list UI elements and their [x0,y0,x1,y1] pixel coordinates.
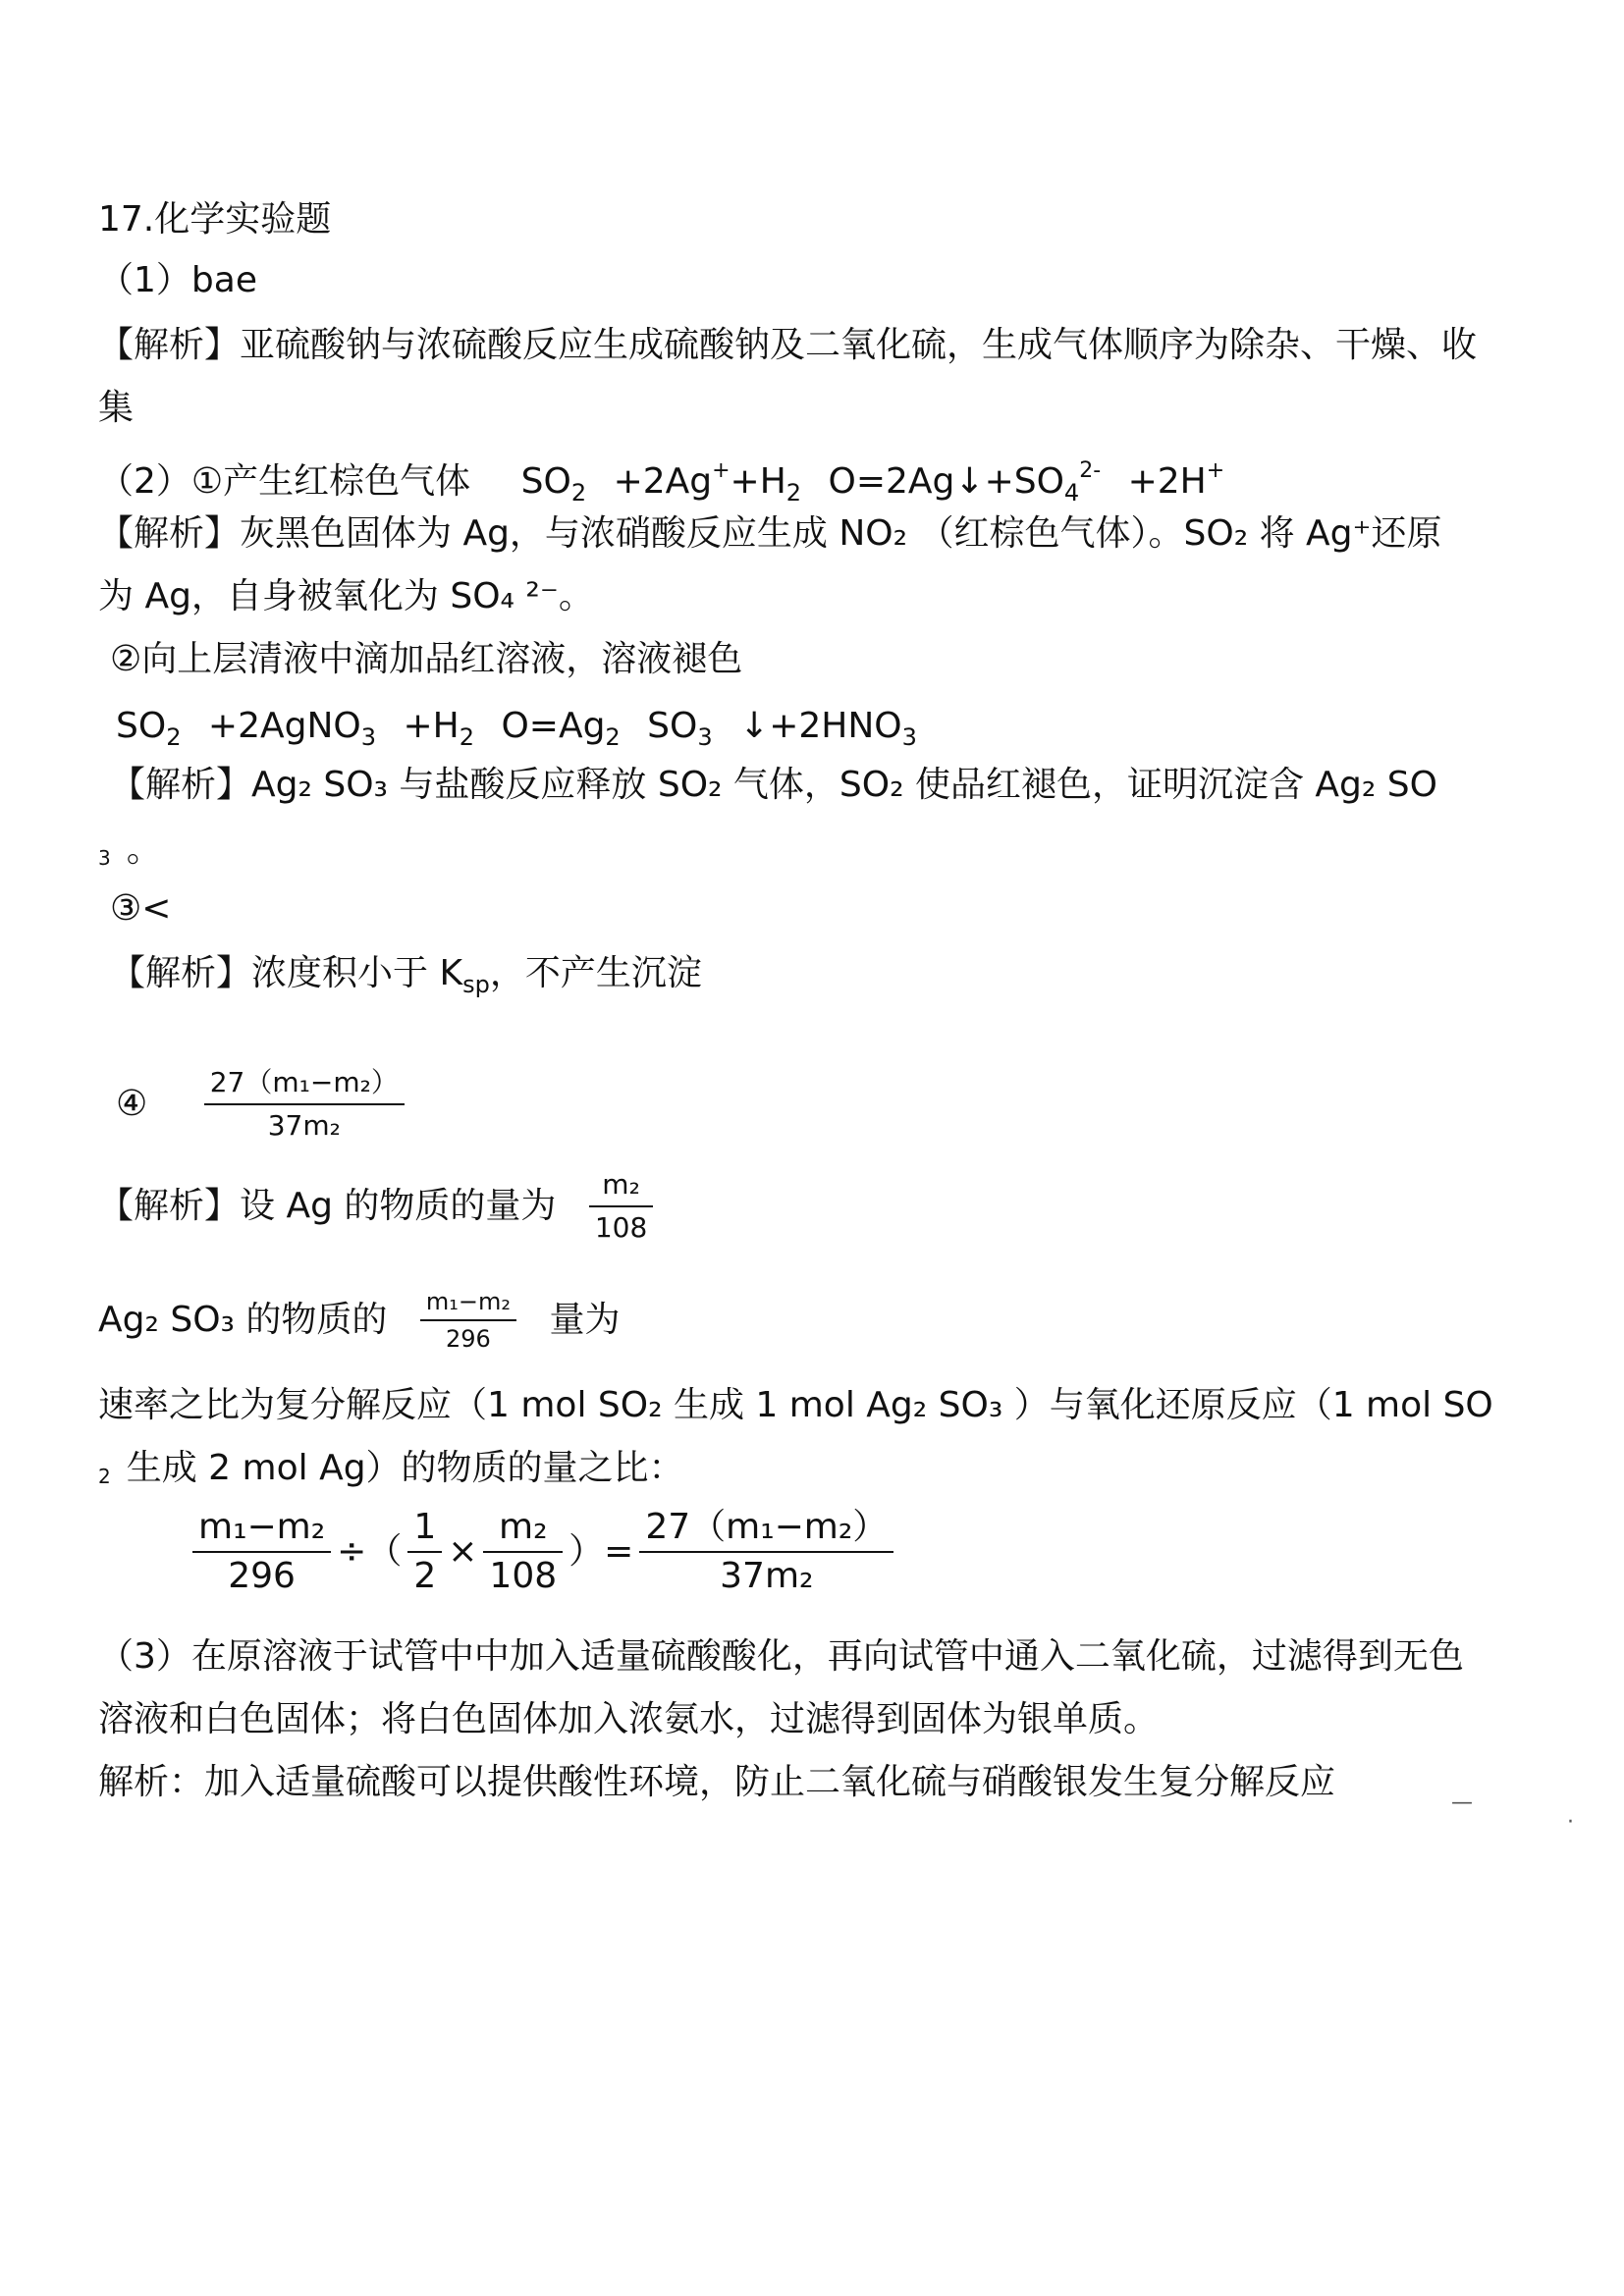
eq1-so4-sub: 4 [1063,479,1080,507]
calc-divide: ÷（ [337,1531,403,1572]
q4-ag-fraction [589,1166,653,1247]
part3-answer-line2: 溶液和白色固体；将白色固体加入浓氨水，过滤得到固体为银单质。 [98,1699,1160,1739]
eq2-so: SO [116,706,167,746]
eq2-tail: ↓+2HNO [739,706,902,746]
q4-ag2so3-post: 量为 [549,1300,621,1340]
q4-analysis-pre: 【解析】设 Ag 的物质的量为 [98,1186,557,1226]
q2-analysis-end: 。 [126,829,162,870]
part2-q4-ag2so3-line [98,1286,1555,1355]
q3-analysis-post: ，不产生沉淀 [489,953,702,993]
eq2-o: O=Ag [501,706,606,746]
q4-ag2so3-numerator: m₁−m₂ [420,1286,516,1321]
calc-f1-numerator: m₁−m₂ [192,1506,331,1553]
part2-q1-line [98,448,1555,516]
eq1-tail: +2H [1127,461,1207,502]
q4-ag-numerator: m₂ [589,1166,653,1207]
part2-q4-ratio-line1: 速率之比为复分解反应（1 mol SO₂ 生成 1 mol Ag₂ SO₃ ）与氧化还原反应（1 mol SO [98,1385,1493,1425]
eq1-ag-sup: + [712,458,731,483]
eq2-tail-sub: 3 [901,723,917,751]
eq1-h: +H [730,461,786,502]
calc-f3-numerator: m₂ [483,1506,563,1553]
eq1-ag: +2Ag [613,461,713,502]
q4-answer-fraction [204,1064,405,1145]
calc-f2-denominator: 2 [413,1556,437,1596]
q4-ratio-text: 生成 2 mol Ag）的物质的量之比： [126,1448,684,1488]
q3-analysis-pre: 【解析】浓度积小于 K [110,953,463,993]
part3-answer-line1: （3）在原溶液于试管中中加入适量硫酸酸化，再向试管中通入二氧化硫，过滤得到无色 [98,1636,1464,1677]
part2-q3-analysis [110,950,1555,1008]
part1-analysis-line1: 【解析】亚硫酸钠与浓硫酸反应生成硫酸钠及二氧化硫，生成气体顺序为除杂、干燥、收 [98,325,1478,365]
calc-fraction-3 [483,1506,563,1598]
eq2-so-sub: 2 [166,723,182,751]
eq1-so4-sup: 2- [1079,458,1102,483]
eq2-so3: SO [647,706,698,746]
calc-fraction-4 [639,1506,893,1598]
eq1-so: SO [520,461,571,502]
eq2-so3-sub: 3 [697,723,713,751]
q4-ag-denominator: 108 [594,1211,648,1244]
q4-ag2so3-denominator: 296 [446,1325,491,1353]
part2-q1-analysis-line2: 为 Ag，自身被氧化为 SO₄ ²⁻。 [98,576,594,616]
eq2-h-sub: 2 [459,723,474,751]
eq1-h-sub: 2 [785,479,802,507]
q4-ag2so3-pre: Ag₂ SO₃ 的物质的 [98,1300,388,1340]
q4-label: ④ [116,1084,148,1124]
calc-close-equals: ）= [568,1531,634,1572]
calc-f4-denominator: 37m₂ [720,1556,814,1596]
eq1-so-sub: 2 [570,479,587,507]
calc-fraction-1 [192,1506,331,1598]
eq2-ag-sub: 2 [605,723,621,751]
eq2-agno-sub: 3 [360,723,377,751]
part2-q3-label: ③< [110,888,172,929]
calc-f3-denominator: 108 [489,1556,558,1596]
eq2-h: +H [403,706,460,746]
calc-fraction-2 [407,1506,442,1598]
part3-analysis: 解析：加入适量硫酸可以提供酸性环境，防止二氧化硫与硝酸银发生复分解反应 [98,1762,1336,1802]
q2-analysis-sub: 3 [98,846,111,870]
eq1-tail-sup: + [1206,458,1225,483]
scan-dot-mark: · [1567,1810,1574,1835]
scan-dash-mark: — [1451,1790,1473,1815]
part2-q2-label: ②向上层清液中滴加品红溶液，溶液褪色 [110,639,743,679]
calc-f4-numerator: 27（m₁−m₂） [639,1506,893,1553]
eq2-line [116,703,1555,761]
part1-analysis-line2: 集 [98,388,135,428]
calc-times: × [448,1531,478,1572]
calc-f2-numerator: 1 [407,1506,442,1553]
calc-line [187,1506,1555,1598]
q3-ksp-sub: sp [462,971,490,998]
part2-q2-analysis-line2 [98,827,1555,881]
question-title: 17.化学实验题 [98,199,332,240]
part2-q4-line [116,1064,1555,1145]
eq2-agno: +2AgNO [207,706,361,746]
q4-answer-denominator: 37m₂ [267,1109,341,1142]
q4-answer-numerator: 27（m₁−m₂） [204,1064,405,1105]
part2-q1-label: （2）①产生红棕色气体 [98,461,471,502]
part2-q1-analysis-line1: 【解析】灰黑色固体为 Ag，与浓硝酸反应生成 NO₂ （红棕色气体）。SO₂ 将 Ag⁺还原 [98,513,1442,554]
part1-answer: （1）bae [98,260,257,300]
q4-ag2so3-fraction [420,1286,516,1355]
calc-f1-denominator: 296 [228,1556,296,1596]
eq1-products: O=2Ag↓+SO [828,461,1064,502]
part2-q2-analysis-line1: 【解析】Ag₂ SO₃ 与盐酸反应释放 SO₂ 气体，SO₂ 使品红褪色，证明沉淀含 Ag₂ SO [110,765,1437,805]
q4-ratio-sub: 2 [98,1465,111,1488]
part2-q4-ratio-line2 [98,1445,1555,1500]
part2-q4-analysis-line [98,1166,1555,1247]
